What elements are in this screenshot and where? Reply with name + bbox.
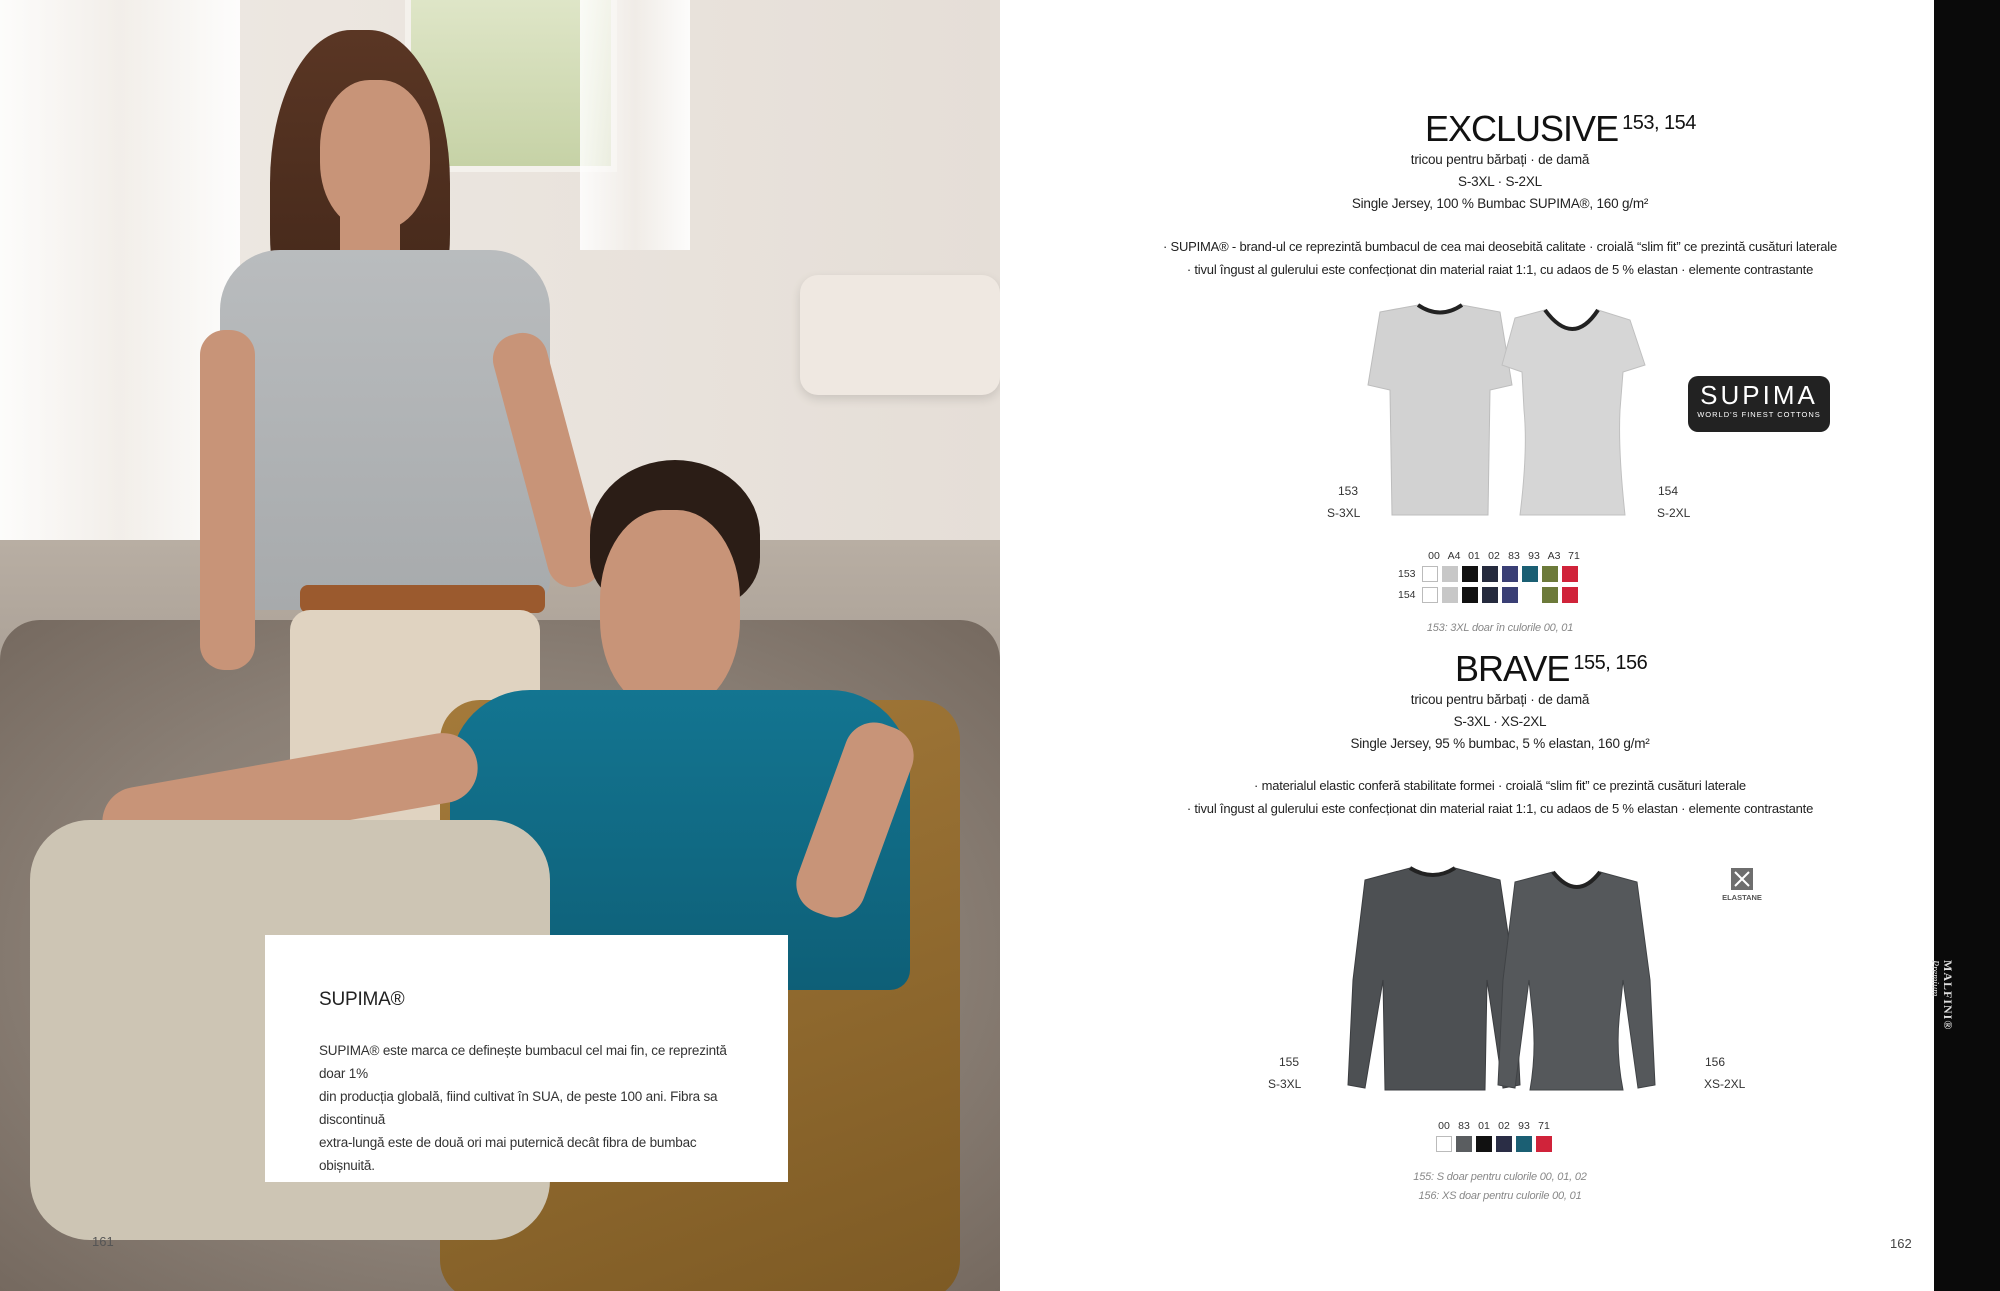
brave-feature: · materialul elastic conferă stabilitate formei · croială “slim fit” ce prezintă cusături laterale	[1254, 778, 1746, 793]
exclusive-feature: · SUPIMA® - brand-ul ce reprezintă bumbacul de cea mai deosebită calitate · croială “slim fit” ce prezintă cusături laterale	[1162, 239, 1838, 254]
brave-right-sizes: XS-2XL	[1704, 1077, 1746, 1091]
color-code-label: 00	[1428, 550, 1440, 562]
page-number-right: 162	[1890, 1236, 1912, 1251]
supima-logo-text: SUPIMA	[1700, 380, 1818, 410]
color-swatch	[1476, 1136, 1492, 1152]
brave-name: BRAVE	[1455, 648, 1570, 689]
color-code-label: 93	[1528, 550, 1540, 562]
mens-longsleeve-155	[1348, 868, 1520, 1090]
exclusive-color-chart	[1398, 550, 1582, 603]
exclusive-material: Single Jersey, 100 % Bumbac SUPIMA®, 160 g/m²	[1351, 196, 1649, 211]
brave-note: 156: XS doar pentru culorile 00, 01	[1418, 1190, 1582, 1202]
color-swatch	[1436, 1136, 1452, 1152]
color-code-label: 02	[1488, 550, 1500, 562]
brave-feature: · tivul îngust al gulerului este confecționat din material raiat 1:1, cu adaos de 5 % elastan · elemente contrastante	[1186, 801, 1814, 816]
color-code-label: 83	[1458, 1120, 1470, 1132]
brave-left-sizes: S-3XL	[1268, 1077, 1302, 1091]
color-swatch	[1442, 566, 1458, 582]
exclusive-color-labels	[1426, 550, 1582, 562]
sofa	[800, 275, 1000, 395]
color-swatch	[1456, 1136, 1472, 1152]
curtain-right	[580, 0, 690, 250]
brave-note: 155: S doar pentru culorile 00, 01, 02	[1413, 1171, 1587, 1183]
color-swatch	[1502, 587, 1518, 603]
brave-left-code: 155	[1279, 1055, 1300, 1069]
color-code-label: 01	[1468, 550, 1480, 562]
brand-name: MALFINI®	[1941, 960, 1955, 1031]
info-text	[319, 1039, 749, 1177]
color-swatch	[1542, 566, 1558, 582]
exclusive-right-sizes: S-2XL	[1657, 506, 1691, 520]
woman-arm	[200, 330, 255, 670]
color-swatch	[1442, 587, 1458, 603]
color-code-label: 71	[1538, 1120, 1550, 1132]
color-swatch	[1422, 587, 1438, 603]
color-swatch	[1462, 587, 1478, 603]
supima-logo	[1688, 376, 1830, 432]
color-code-label: 83	[1508, 550, 1520, 562]
color-code-label: A4	[1447, 550, 1461, 562]
color-swatch	[1522, 587, 1538, 603]
malfini-brand-vertical	[1929, 960, 1955, 1030]
elastane-label: ELASTANE	[1722, 893, 1762, 902]
swatch-row-label: 153	[1398, 568, 1416, 580]
brave-subtitle: tricou pentru bărbați · de damă	[1410, 692, 1590, 707]
elastane-badge	[1722, 868, 1762, 902]
supima-logo-tagline: WORLD'S FINEST COTTONS	[1697, 410, 1821, 419]
supima-info-box	[265, 935, 788, 1182]
exclusive-subtitle: tricou pentru bărbați · de damă	[1410, 152, 1590, 167]
black-edge-strip	[1934, 0, 2000, 1291]
brave-swatches	[1436, 1136, 1552, 1152]
exclusive-swatches-154	[1422, 587, 1578, 603]
exclusive-note: 153: 3XL doar în culorile 00, 01	[1426, 622, 1574, 634]
womens-longsleeve-156	[1498, 872, 1655, 1090]
color-swatch	[1562, 587, 1578, 603]
elastane-icon	[1731, 868, 1753, 890]
exclusive-left-code: 153	[1338, 484, 1359, 498]
exclusive-name: EXCLUSIVE	[1425, 108, 1619, 149]
brave-color-labels	[1436, 1120, 1552, 1132]
mens-tshirt-153	[1368, 305, 1512, 515]
exclusive-right-code: 154	[1658, 484, 1679, 498]
brave-color-chart	[1436, 1120, 1552, 1152]
brave-title	[1455, 648, 1647, 690]
color-code-label: 00	[1438, 1120, 1450, 1132]
color-swatch	[1516, 1136, 1532, 1152]
womens-tshirt-154	[1502, 310, 1645, 515]
brave-sizes: S-3XL · XS-2XL	[1453, 714, 1547, 729]
color-swatch	[1536, 1136, 1552, 1152]
color-swatch	[1502, 566, 1518, 582]
exclusive-feature: · tivul îngust al gulerului este confecționat din material raiat 1:1, cu adaos de 5 % elastan · elemente contrastante	[1186, 262, 1814, 277]
color-swatch	[1422, 566, 1438, 582]
man-face	[600, 510, 740, 710]
color-code-label: 71	[1568, 550, 1580, 562]
color-code-label: 02	[1498, 1120, 1510, 1132]
brave-right-code: 156	[1705, 1055, 1726, 1069]
page-number-left: 161	[92, 1234, 114, 1249]
color-code-label: 01	[1478, 1120, 1490, 1132]
exclusive-codes: 153, 154	[1622, 112, 1696, 134]
color-swatch	[1482, 566, 1498, 582]
brave-longsleeves-image	[1315, 860, 1685, 1095]
color-code-label: 93	[1518, 1120, 1530, 1132]
exclusive-swatches-153	[1422, 566, 1578, 582]
woman-grey-tshirt	[220, 250, 550, 610]
color-swatch	[1562, 566, 1578, 582]
exclusive-title	[1425, 108, 1696, 150]
color-swatch	[1462, 566, 1478, 582]
exclusive-left-sizes: S-3XL	[1327, 506, 1361, 520]
belt	[300, 585, 545, 613]
info-line: din producția globală, fiind cultivat în SUA, de peste 100 ani. Fibra sa discontinuă	[319, 1089, 718, 1127]
color-swatch	[1482, 587, 1498, 603]
info-title: SUPIMA®	[319, 989, 405, 1010]
color-swatch	[1522, 566, 1538, 582]
color-swatch	[1542, 587, 1558, 603]
brand-line: Premium	[1929, 960, 1940, 997]
brave-codes: 155, 156	[1573, 652, 1648, 674]
brave-material: Single Jersey, 95 % bumbac, 5 % elastan, 160 g/m²	[1350, 736, 1650, 751]
exclusive-sizes: S-3XL · S-2XL	[1458, 174, 1542, 189]
color-swatch	[1496, 1136, 1512, 1152]
info-line: SUPIMA® este marca ce definește bumbacul cel mai fin, ce reprezintă doar 1%	[319, 1043, 727, 1081]
color-code-label: A3	[1547, 550, 1561, 562]
swatch-row-label: 154	[1398, 589, 1416, 601]
info-line: extra-lungă este de două ori mai puternică decât fibra de bumbac obișnuită.	[319, 1135, 697, 1173]
exclusive-tshirts-image	[1340, 300, 1660, 525]
